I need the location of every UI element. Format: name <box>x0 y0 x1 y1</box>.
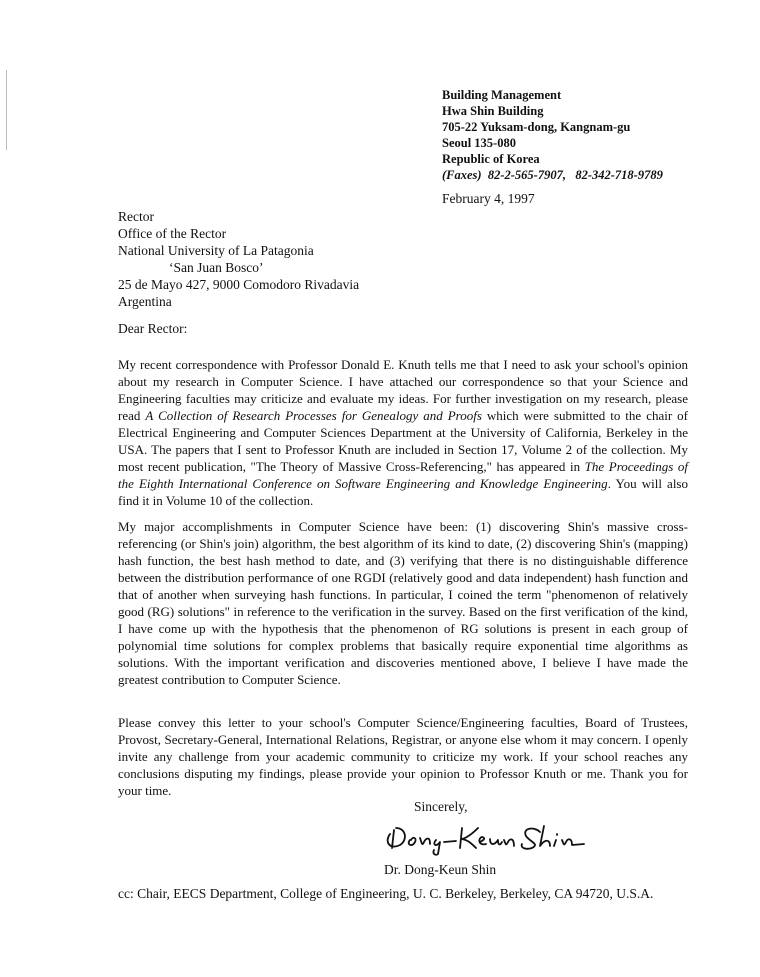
fax-label: (Faxes) <box>442 168 482 182</box>
recipient-address-block <box>118 208 359 310</box>
recipient-line: National University of La Patagonia <box>118 243 314 258</box>
sender-line: Hwa Shin Building <box>442 104 544 118</box>
fax-number-2: 82-342-718-9789 <box>575 168 663 182</box>
cc-line: cc: Chair, EECS Department, College of Engineering, U. C. Berkeley, Berkeley, CA 94720, U.S.A. <box>118 886 654 901</box>
body-paragraph-1 <box>118 356 688 509</box>
body-paragraph-3: Please convey this letter to your school's Computer Science/Engineering faculties, Board of Trustees, Provost, Secretary-General, International Relations, Registrar, or anyone else whom it may concern. I openly invite any challenge from your academic community to criticize my work. If your school reaches any conclusions disputing my findings, please provide your opinion to Professor Knuth or me. Thank you for your time. <box>118 715 688 798</box>
sender-address-block <box>442 87 663 183</box>
paragraph-text: which were submitted to the chair of Electrical Engineering and Computer Sciences Department at the University of California, Berkeley in the USA. The papers that I sent to Professor Knuth are included in Section 17, Volume 2 of the collection. My most recent publication, "The Theory of Massive Cross-Referencing," has appeared in <box>118 408 688 474</box>
closing: Sincerely, <box>414 799 468 814</box>
sender-line: Seoul 135-080 <box>442 136 516 150</box>
sender-fax-line <box>442 167 663 183</box>
fax-number-1: 82-2-565-7907, <box>487 168 566 182</box>
sender-line: Building Management <box>442 88 562 102</box>
signer-name: Dr. Dong-Keun Shin <box>384 862 497 877</box>
sender-line: 705-22 Yuksam-dong, Kangnam-gu <box>442 120 631 134</box>
salutation: Dear Rector: <box>118 321 188 336</box>
recipient-line: Rector <box>118 209 154 224</box>
recipient-line: ‘San Juan Bosco’ <box>169 260 264 275</box>
body-paragraph-2: My major accomplishments in Computer Science have been: (1) discovering Shin's massive cross-referencing (or Shin's join) algorithm, the best algorithm of its kind to date, (2) discovering Shin's (mapping) hash function, the best hash method to date, and (3) verifying that there is no distinguishable difference between the distribution performance of one RGDI (relatively good and data independent) hash function and that of another when surveying hash functions. In particular, I coined the term "phenomenon of relatively good (RG) solutions" in reference to the verification in the survey. Based on the first verification of the kind, I have come up with the hypothesis that the phenomenon of RG solutions is present in each group of polynomial time solutions for complex problems that basically require exponential time algorithms as solutions. With the important verification and discoveries mentioned above, I believe I have made the greatest contribution to Computer Science. <box>118 519 688 687</box>
handwritten-signature <box>380 812 590 856</box>
recipient-line: Office of the Rector <box>118 226 227 241</box>
sender-line: Republic of Korea <box>442 152 540 166</box>
paragraph-text: My recent correspondence with Professor Donald E. Knuth tells me that I need to ask your school's opinion about my research in Computer Science. I have attached our correspondence so that your Science and Engineering faculties may criticize and evaluate my ideas. For further investigation on my research, please read <box>118 357 688 423</box>
recipient-line: 25 de Mayo 427, 9000 Comodoro Rivadavia <box>118 277 360 292</box>
scan-margin-line <box>6 70 7 150</box>
proceedings-title: The Proceedings of the Eighth International Conference on Software Engineering and Knowledge Engineering <box>118 459 688 491</box>
book-title: A Collection of Research Processes for Genealogy and Proofs <box>145 408 482 423</box>
paragraph-text: . You will also find it in Volume 10 of the collection. <box>118 476 688 508</box>
letter-date: February 4, 1997 <box>442 191 535 206</box>
recipient-line: Argentina <box>118 294 172 309</box>
